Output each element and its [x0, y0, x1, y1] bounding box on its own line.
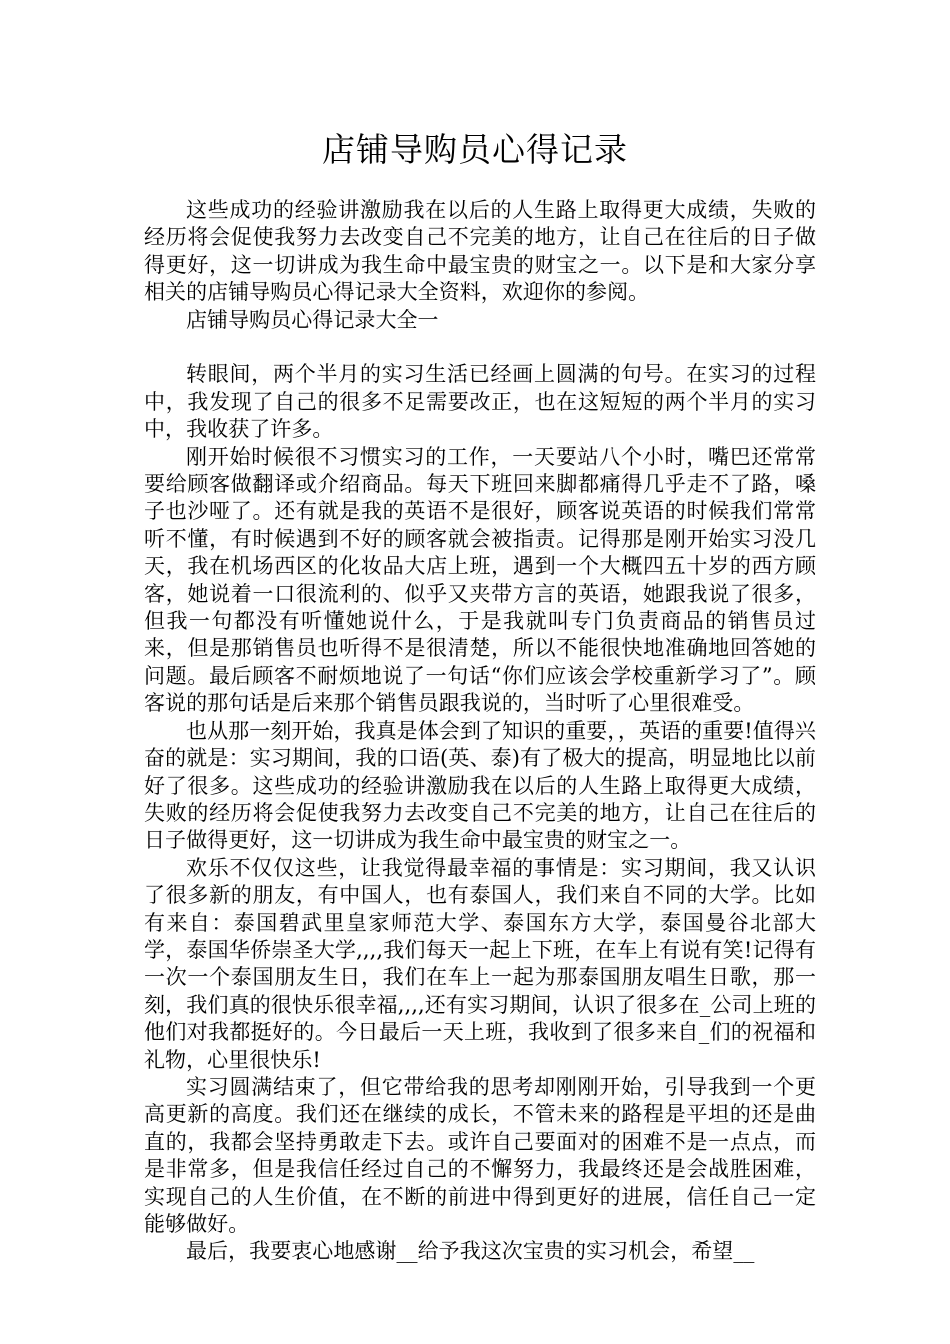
paragraph: 欢乐不仅仅这些，让我觉得最幸福的事情是：实习期间，我又认识了很多新的朋友，有中国人，也有泰国人，我们来自不同的大学。比如有来自：泰国碧武里皇家师范大学、泰国东方大学，泰国曼谷北部大学，泰国华侨崇圣大学,,,,我们每天一起上下班，在车上有说有笑!记得有一次一个泰国朋友生日，我们在车上一起为那泰国朋友唱生日歌，那一刻，我们真的很快乐很幸福,,,,还有实习期间，认识了很多在_公司上班的他们对我都挺好的。今日最后一天上班，我收到了很多来自_们的祝福和礼物，心里很快乐!	[144, 855, 816, 1072]
document-title: 店铺导购员心得记录	[322, 130, 628, 169]
paragraph: 也从那一刻开始，我真是体会到了知识的重要，，英语的重要!值得兴奋的就是：实习期间，我的口语(英、泰)有了极大的提高，明显地比以前好了很多。这些成功的经验讲激励我在以后的人生路上取得更大成绩，失败的经历将会促使我努力去改变自己不完美的地方，让自己在往后的日子做得更好，这一切讲成为我生命中最宝贵的财宝之一。	[144, 718, 816, 853]
document-body	[144, 197, 816, 1266]
paragraph-intro: 这些成功的经验讲激励我在以后的人生路上取得更大成绩，失败的经历将会促使我努力去改变自己不完美的地方，让自己在往后的日子做得更好，这一切讲成为我生命中最宝贵的财宝之一。以下是和大家分享相关的店铺导购员心得记录大全资料，欢迎你的参阅。	[144, 198, 816, 305]
section-heading: 店铺导购员心得记录大全一	[186, 307, 439, 332]
paragraph: 刚开始时候很不习惯实习的工作，一天要站八个小时，嘴巴还常常要给顾客做翻译或介绍商品。每天下班回来脚都痛得几乎走不了路，嗓子也沙哑了。还有就是我的英语不是很好，顾客说英语的时候我们常常听不懂，有时候遇到不好的顾客就会被指责。记得那是刚开始实习没几天，我在机场西区的化妆品大店上班，遇到一个大概四五十岁的西方顾客，她说着一口很流利的、似乎又夹带方言的英语，她跟我说了很多，但我一句都没有听懂她说什么，于是我就叫专门负责商品的销售员过来，但是那销售员也听得不是很清楚，所以不能很快地准确地回答她的问题。最后顾客不耐烦地说了一句话“你们应该会学校重新学习了”。顾客说的那句话是后来那个销售员跟我说的，当时听了心里很难受。	[144, 444, 816, 716]
paragraph: 实习圆满结束了，但它带给我的思考却刚刚开始，引导我到一个更高更新的高度。我们还在继续的成长，不管未来的路程是平坦的还是曲直的，我都会坚持勇敢走下去。或许自己要面对的困难不是一点点，而是非常多，但是我信任经过自己的不懈努力，我最终还是会战胜困难，实现自己的人生价值，在不断的前进中得到更好的进展，信任自己一定能够做好。	[144, 1074, 816, 1237]
blank-line	[144, 334, 816, 361]
paragraph: 转眼间，两个半月的实习生活已经画上圆满的句号。在实习的过程中，我发现了自己的很多不足需要改正，也在这短短的两个半月的实习中，我收获了许多。	[144, 362, 816, 442]
paragraph-closing: 最后，我要衷心地感谢__给予我这次宝贵的实习机会，希望__	[186, 1239, 755, 1264]
